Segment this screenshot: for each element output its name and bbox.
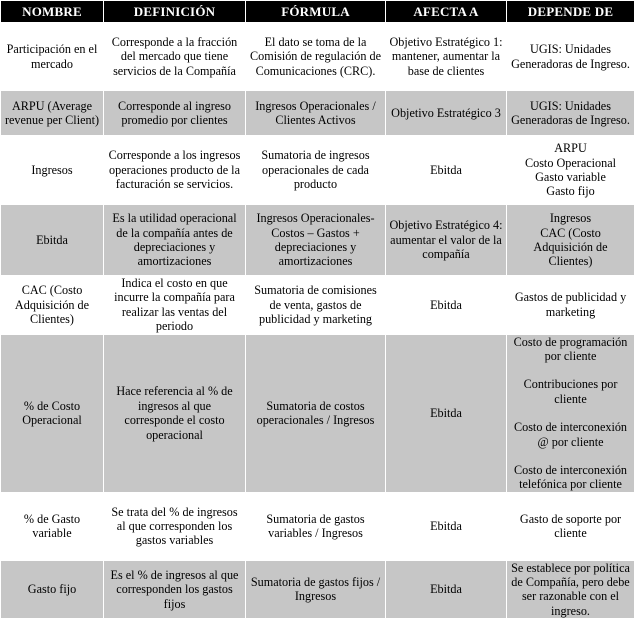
cell-definicion: Corresponde a la fracción del mercado que tiene servicios de la Compañía	[104, 23, 246, 91]
table-row	[1, 276, 634, 335]
depende-item: Costo de interconexión telefónica por cliente	[510, 463, 631, 492]
header-nombre: NOMBRE	[1, 1, 104, 23]
table-row	[1, 492, 634, 560]
cell-definicion: Es el % de ingresos al que corresponden los gastos fijos	[104, 560, 246, 619]
cell-afecta: Ebitda	[386, 560, 507, 619]
cell-definicion: Es la utilidad operacional de la compañía antes de depreciaciones y amortizaciones	[104, 205, 246, 276]
cell-depende	[507, 91, 634, 136]
table-row	[1, 23, 634, 91]
cell-nombre: % de Costo Operacional	[1, 334, 104, 492]
cell-definicion: Corresponde a los ingresos operaciones producto de la facturación se servicios.	[104, 136, 246, 205]
depende-item: Contribuciones por cliente	[510, 377, 631, 406]
cell-depende	[507, 23, 634, 91]
depende-item: Se establece por política de Compañía, pero debe ser razonable con el ingreso.	[510, 561, 631, 619]
depende-item: Gastos de publicidad y marketing	[510, 290, 631, 319]
cell-depende	[507, 276, 634, 335]
cell-afecta: Objetivo Estratégico 1: mantener, aumentar la base de clientes	[386, 23, 507, 91]
cell-formula: Sumatoria de comisiones de venta, gastos de publicidad y marketing	[246, 276, 386, 335]
cell-nombre: CAC (Costo Adquisición de Clientes)	[1, 276, 104, 335]
depende-item: Costo de programación por cliente	[510, 335, 631, 364]
depende-item: UGIS: Unidades Generadoras de Ingreso.	[510, 99, 631, 128]
cell-formula: El dato se toma de la Comisión de regulación de Comunicaciones (CRC).	[246, 23, 386, 91]
depende-item: Ingresos	[510, 211, 631, 225]
cell-formula: Sumatoria de costos operacionales / Ingresos	[246, 334, 386, 492]
depende-item: Gasto de soporte por cliente	[510, 512, 631, 541]
cell-definicion: Se trata del % de ingresos al que corresponden los gastos variables	[104, 492, 246, 560]
cell-formula: Ingresos Operacionales / Clientes Activos	[246, 91, 386, 136]
cell-nombre: Gasto fijo	[1, 560, 104, 619]
cell-formula: Ingresos Operacionales- Costos – Gastos + depreciaciones y amortizaciones	[246, 205, 386, 276]
cell-formula: Sumatoria de gastos variables / Ingresos	[246, 492, 386, 560]
header-depende: DEPENDE DE	[507, 1, 634, 23]
cell-nombre: Participación en el mercado	[1, 23, 104, 91]
table-row	[1, 334, 634, 492]
cell-afecta: Ebitda	[386, 492, 507, 560]
header-formula: FÓRMULA	[246, 1, 386, 23]
depende-item: CAC (Costo Adquisición de Clientes)	[510, 226, 631, 269]
table-row	[1, 560, 634, 619]
cell-depende	[507, 560, 634, 619]
cell-formula: Sumatoria de ingresos operacionales de cada producto	[246, 136, 386, 205]
table-row	[1, 136, 634, 205]
header-afecta: AFECTA A	[386, 1, 507, 23]
cell-nombre: % de Gasto variable	[1, 492, 104, 560]
cell-nombre: Ingresos	[1, 136, 104, 205]
depende-item: Costo de interconexión @ por cliente	[510, 420, 631, 449]
cell-afecta: Ebitda	[386, 276, 507, 335]
cell-depende	[507, 136, 634, 205]
header-definicion: DEFINICIÓN	[104, 1, 246, 23]
cell-formula: Sumatoria de gastos fijos / Ingresos	[246, 560, 386, 619]
cell-depende	[507, 205, 634, 276]
table-row	[1, 205, 634, 276]
cell-definicion: Hace referencia al % de ingresos al que corresponde el costo operacional	[104, 334, 246, 492]
header-row	[1, 1, 634, 23]
cell-afecta: Objetivo Estratégico 3	[386, 91, 507, 136]
cell-nombre: Ebitda	[1, 205, 104, 276]
cell-afecta: Ebitda	[386, 136, 507, 205]
depende-item: Costo Operacional	[510, 156, 631, 170]
table-row	[1, 91, 634, 136]
cell-afecta: Ebitda	[386, 334, 507, 492]
depende-item: ARPU	[510, 141, 631, 155]
cell-nombre: ARPU (Average revenue per Client)	[1, 91, 104, 136]
depende-item: Gasto variable	[510, 170, 631, 184]
depende-item: UGIS: Unidades Generadoras de Ingreso.	[510, 42, 631, 71]
cell-depende	[507, 334, 634, 492]
cell-afecta: Objetivo Estratégico 4: aumentar el valor de la compañía	[386, 205, 507, 276]
cell-definicion: Corresponde al ingreso promedio por clientes	[104, 91, 246, 136]
depende-item: Gasto fijo	[510, 184, 631, 198]
cell-depende	[507, 492, 634, 560]
cell-definicion: Indica el costo en que incurre la compañía para realizar las ventas del periodo	[104, 276, 246, 335]
